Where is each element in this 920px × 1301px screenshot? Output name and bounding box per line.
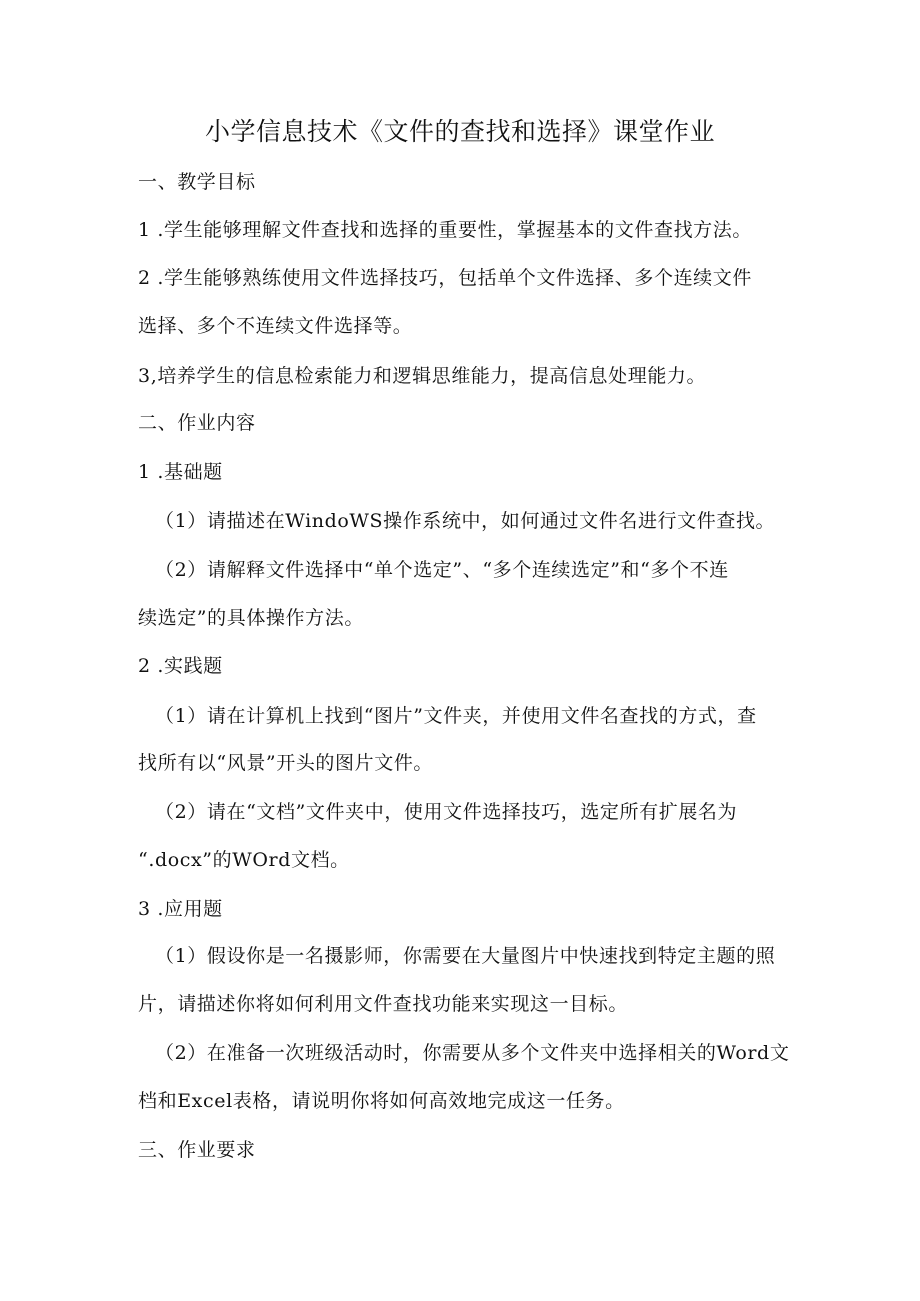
section-heading-content: 二、作业内容 bbox=[138, 412, 256, 434]
application-question-1: （1）假设你是一名摄影师，你需要在大量图片中快速找到特定主题的照 bbox=[155, 945, 776, 967]
subsection-practice: 2 .实践题 bbox=[138, 655, 223, 677]
practice-question-2-continued: “.docx”的WOrd文档。 bbox=[138, 849, 350, 871]
subsection-application: 3 .应用题 bbox=[138, 898, 223, 920]
objective-item-3: 3,培养学生的信息检索能力和逻辑思维能力，提高信息处理能力。 bbox=[138, 365, 707, 387]
application-question-2: （2）在准备一次班级活动时，你需要从多个文件夹中选择相关的Word文 bbox=[155, 1042, 790, 1064]
practice-question-1: （1）请在计算机上找到“图片”文件夹，并使用文件名查找的方式，查 bbox=[155, 705, 757, 727]
application-question-1-continued: 片，请描述你将如何利用文件查找功能来实现这一目标。 bbox=[138, 993, 629, 1015]
basic-question-2-continued: 续选定”的具体操作方法。 bbox=[138, 607, 364, 629]
subsection-basic: 1 .基础题 bbox=[138, 461, 223, 483]
basic-question-1: （1）请描述在WindoWS操作系统中，如何通过文件名进行文件查找。 bbox=[155, 510, 776, 532]
objective-item-2-continued: 选择、多个不连续文件选择等。 bbox=[138, 315, 413, 337]
basic-question-2: （2）请解释文件选择中“单个选定”、“多个连续选定”和“多个不连 bbox=[155, 559, 729, 581]
application-question-2-continued: 档和Excel表格，请说明你将如何高效地完成这一任务。 bbox=[138, 1090, 625, 1112]
objective-item-2: 2 .学生能够熟练使用文件选择技巧，包括单个文件选择、多个连续文件 bbox=[138, 267, 752, 289]
practice-question-2: （2）请在“文档”文件夹中，使用文件选择技巧，选定所有扩展名为 bbox=[155, 801, 738, 823]
practice-question-1-continued: 找所有以“风景”开头的图片文件。 bbox=[138, 752, 434, 774]
section-heading-objectives: 一、教学目标 bbox=[138, 171, 256, 193]
document-title: 小学信息技术《文件的查找和选择》课堂作业 bbox=[204, 117, 715, 146]
objective-item-1: 1 .学生能够理解文件查找和选择的重要性，掌握基本的文件查找方法。 bbox=[138, 219, 752, 241]
section-heading-requirements: 三、作业要求 bbox=[138, 1139, 256, 1161]
